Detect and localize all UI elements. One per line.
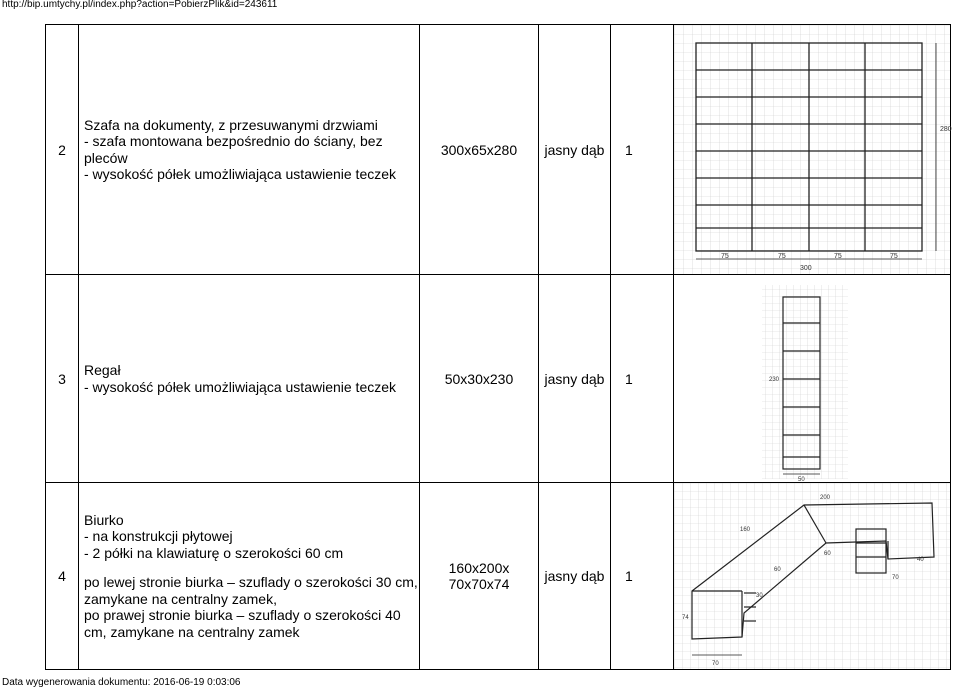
row-number: 4 (46, 483, 79, 670)
table-row (46, 483, 951, 670)
height-label: 230 (769, 377, 780, 383)
desc-line: Regał (84, 362, 121, 378)
desc-line: zamykane na centralny zamek, (84, 590, 277, 607)
desk-sketch (674, 483, 951, 670)
url-header: http://bip.umtychy.pl/index.php?action=PobierzPlik&id=243611 (2, 0, 278, 10)
desc-line: pleców (84, 149, 128, 166)
dim-label: 40 (917, 557, 924, 563)
dim-label: 70 (712, 661, 719, 667)
generation-date-footer: Data wygenerowania dokumentu: 2016-06-19 0:03:06 (2, 677, 241, 688)
item-quantity: 1 (611, 25, 674, 275)
dim-label: 60 (824, 551, 831, 557)
segment-label: 75 (721, 253, 729, 260)
desc-line: cm, zamykane na centralny zamek (84, 623, 300, 640)
dim-label: 74 (682, 615, 689, 621)
item-dimensions (420, 483, 539, 670)
desc-line: - 2 półki na klawiaturę o szerokości 60 cm (84, 544, 344, 561)
row-number: 2 (46, 25, 79, 275)
item-color: jasny dąb (539, 25, 611, 275)
dim-label: 70 (892, 575, 899, 581)
item-description (79, 25, 420, 275)
desc-line: po prawej stronie biurka – szuflady o szerokości 40 (84, 607, 401, 624)
item-dimensions (420, 275, 539, 483)
dim-line: 50x30x230 (444, 370, 514, 387)
width-label: 50 (798, 477, 805, 483)
segment-label: 75 (834, 253, 842, 260)
row-number: 3 (46, 275, 79, 483)
desc-line: - szafa montowana bezpośrednio do ściany, bez (84, 133, 383, 149)
dim-label: 60 (774, 567, 781, 573)
desc-line: - na konstrukcji płytowej (84, 528, 233, 545)
item-description (79, 483, 420, 670)
desk-drawing (674, 483, 950, 669)
dim-line: 300x65x280 (440, 141, 518, 158)
segment-label: 75 (890, 253, 898, 260)
item-color: jasny dąb (539, 275, 611, 483)
desc-line: Biurko (84, 511, 124, 528)
dim-line: 70x70x74 (448, 576, 510, 592)
dim-label: 30 (756, 593, 763, 599)
wardrobe-drawing (674, 25, 950, 274)
item-quantity: 1 (611, 275, 674, 483)
dim-label: 160 (740, 527, 751, 533)
table-row (46, 25, 951, 275)
table-row (46, 275, 951, 483)
item-description (79, 275, 420, 483)
desc-line: Szafa na dokumenty, z przesuwanymi drzwiami (84, 116, 378, 133)
segment-label: 75 (778, 253, 786, 260)
item-color: jasny dąb (539, 483, 611, 670)
dim-line: 160x200x (448, 560, 510, 576)
item-dimensions (420, 25, 539, 275)
item-quantity: 1 (611, 483, 674, 670)
width-label: 300 (800, 265, 812, 272)
height-label: 280 (940, 126, 952, 133)
wardrobe-sketch (674, 25, 951, 275)
desc-line: po lewej stronie biurka – szuflady o szerokości 30 cm, (84, 574, 418, 591)
desc-line: - wysokość półek umożliwiająca ustawienie teczek (84, 166, 397, 182)
desc-line: - wysokość półek umożliwiająca ustawienie teczek (84, 378, 397, 395)
shelf-sketch (674, 275, 951, 483)
dim-label: 200 (820, 495, 831, 501)
furniture-spec-table (45, 24, 951, 670)
shelf-drawing (674, 275, 950, 482)
